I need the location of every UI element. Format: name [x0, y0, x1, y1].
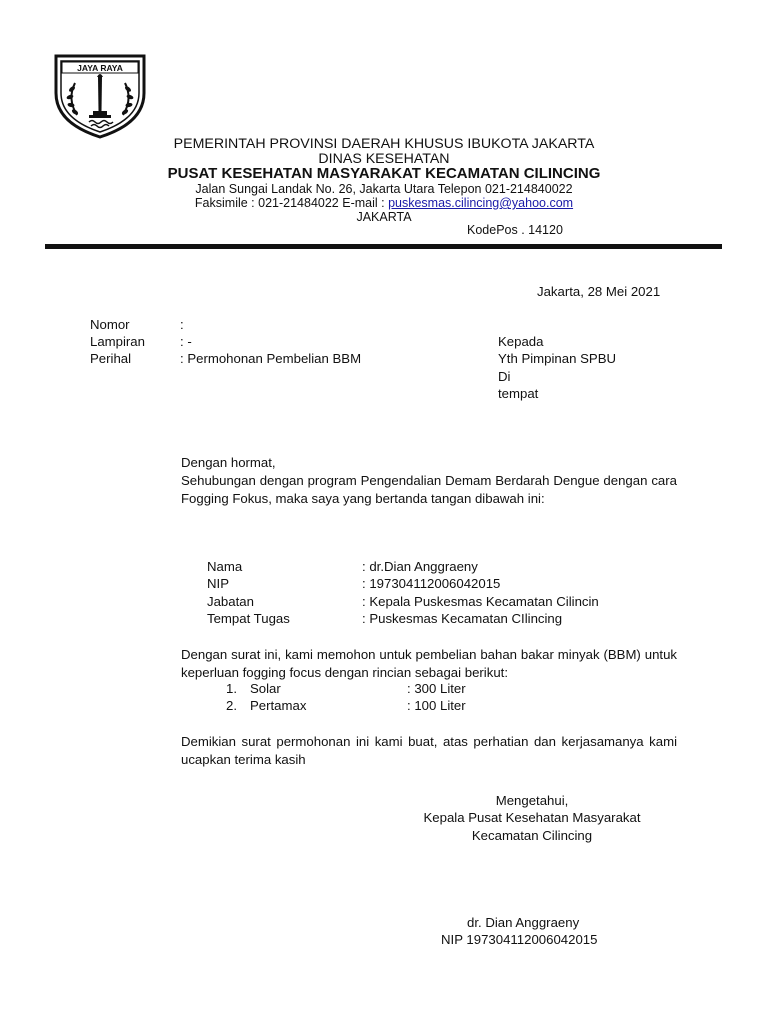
header-department: DINAS KESEHATAN — [318, 151, 450, 167]
request-paragraph: Dengan surat ini, kami memohon untuk pembelian bahan bakar minyak (BBM) untuk keperluan fogging focus dengan rincian sebagai berikut: — [181, 647, 677, 680]
closing-paragraph: Demikian surat permohonan ini kami buat, atas perhatian dan kerjasamanya kami ucapkan terima kasih — [181, 734, 677, 767]
meta-attachment-label: Lampiran — [90, 334, 145, 349]
signature-name: dr. Dian Anggraeny — [467, 915, 580, 930]
logo-banner-text: JAYA RAYA — [77, 63, 123, 73]
fax-text: Faksimile : 021-21484022 E-mail : — [194, 196, 389, 210]
meta-subject-value: : Permohonan Pembelian BBM — [180, 351, 362, 366]
identity-value: : Puskesmas Kecamatan CIlincing — [362, 611, 563, 626]
header-institution: PUSAT KESEHATAN MASYARAKAT KECAMATAN CILINCING — [167, 165, 601, 182]
identity-label: Nama — [207, 559, 243, 574]
meta-subject-label: Perihal — [90, 351, 132, 366]
item-quantity: : 300 Liter — [407, 681, 466, 696]
letter-date: Jakarta, 28 Mei 2021 — [537, 284, 661, 299]
meta-number-label: Nomor — [90, 317, 130, 332]
greeting: Dengan hormat, — [181, 455, 276, 470]
header-city: JAKARTA — [356, 210, 412, 224]
header-divider — [45, 244, 722, 249]
item-quantity: : 100 Liter — [407, 698, 466, 713]
recipient-line: Di — [498, 369, 511, 384]
recipient-line: Kepada — [498, 334, 544, 349]
recipient-line: tempat — [498, 386, 539, 401]
item-number: 2. — [226, 698, 237, 713]
recipient-line: Yth Pimpinan SPBU — [498, 351, 617, 366]
item-name: Pertamax — [250, 698, 307, 713]
identity-value: : dr.Dian Anggraeny — [362, 559, 478, 574]
signature-position-sub: Kecamatan Cilincing — [471, 828, 593, 843]
header-postal-code: KodePos . 14120 — [467, 223, 563, 237]
identity-value: : Kepala Puskesmas Kecamatan Cilincin — [362, 594, 599, 609]
intro-paragraph: Sehubungan dengan program Pengendalian Demam Berdarah Dengue dengan cara Fogging Fokus, maka saya yang bertanda tangan dibawah ini: — [181, 473, 677, 506]
signature-position: Kepala Pusat Kesehatan Masyarakat — [423, 810, 641, 825]
meta-number-value: : — [180, 317, 184, 332]
header-fax-email — [0, 196, 768, 210]
header-government: PEMERINTAH PROVINSI DAERAH KHUSUS IBUKOTA JAKARTA — [173, 136, 595, 152]
identity-label: NIP — [207, 576, 229, 591]
signature-nip: NIP 197304112006042015 — [441, 932, 598, 947]
jakarta-emblem-logo — [53, 53, 147, 139]
email-link[interactable]: puskesmas.cilincing@yahoo.com — [388, 196, 574, 210]
header-address: Jalan Sungai Landak No. 26, Jakarta Utara Telepon 021-214840022 — [195, 182, 573, 196]
identity-value: : 197304112006042015 — [362, 576, 501, 591]
identity-label: Jabatan — [207, 594, 254, 609]
signature-acknowledged: Mengetahui, — [495, 793, 569, 808]
meta-attachment-value: : - — [180, 334, 192, 349]
item-number: 1. — [226, 681, 237, 696]
identity-label: Tempat Tugas — [207, 611, 290, 626]
item-name: Solar — [250, 681, 281, 696]
